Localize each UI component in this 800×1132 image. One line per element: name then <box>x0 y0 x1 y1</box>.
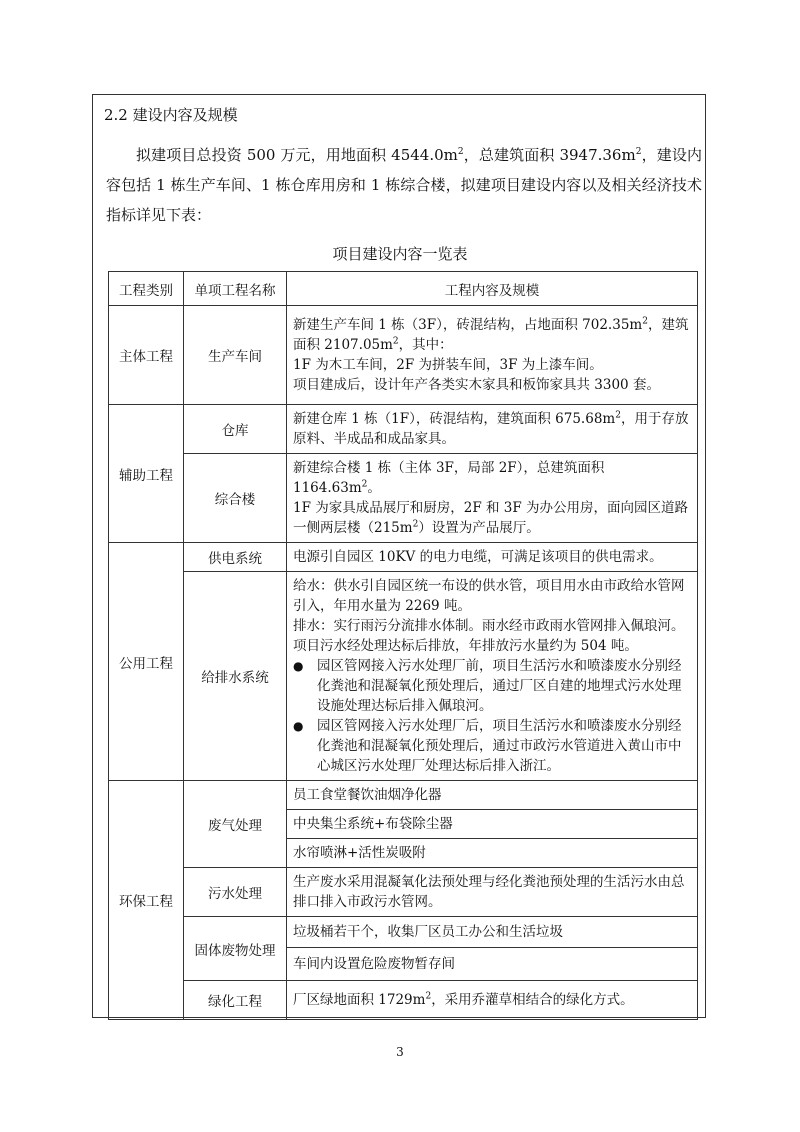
table-row <box>109 306 698 405</box>
content-cell: 垃圾桶若干个，收集厂区员工办公和生活垃圾 <box>287 917 698 948</box>
item-cell: 污水处理 <box>184 868 287 917</box>
bullet-icon: ● <box>293 719 304 733</box>
table-row <box>109 572 698 781</box>
section-heading: 2.2 建设内容及规模 <box>104 106 238 124</box>
intro-paragraph: 拟建项目总投资 500 万元，用地面积 $4544.0m^2$，总建筑面积 $3947.36m^2$，建设内容包括 1 栋生产车间、1 栋仓库用房和 1 栋综合楼，拟建项目建设内容以及相关经济技术指标详见下表： <box>106 146 702 224</box>
item-cell: 仓库 <box>184 405 287 454</box>
content-cell: 电源引自园区 10KV 的电力电缆，可满足该项目的供电需求。 <box>287 543 698 572</box>
content-cell: 生产废水采用混凝氧化法预处理与经化粪池预处理的生活污水由总排口排入市政污水管网。 <box>287 868 698 917</box>
item-cell: 绿化工程 <box>184 981 287 1020</box>
category-cell: 环保工程 <box>109 781 184 1020</box>
item-cell: 固体废物处理 <box>184 917 287 981</box>
table-title: 项目建设内容一览表 <box>332 245 468 263</box>
content-cell: 给水：供水引自园区统一布设的供水管，项目用水由市政给水管网引入，年用水量为 2269 吨。 排水：实行雨污分流排水体制。雨水经市政雨水管网排入佩琅河。项目污水经处理达标后排放，年排放污水量约为 504 吨。 ● 园区管网接入污水处理厂前，项目生活污水和喷漆废水分别经化粪池和混凝氧化预处理后，通过厂区自建的地埋式污水处理设施处理达标后排入佩琅河。 ● 园区管网接入污水处理厂后，项目生活污水和喷漆废水分别经化粪池和混凝氧化预处理后，通过市政污水管道进入黄山市中心城区污水处理厂处理达标后排入浙江。 <box>287 572 698 781</box>
item-cell: 生产车间 <box>184 306 287 405</box>
header-content: 工程内容及规模 <box>287 272 698 306</box>
list-item: ● 园区管网接入污水处理厂前，项目生活污水和喷漆废水分别经化粪池和混凝氧化预处理后，通过厂区自建的地埋式污水处理设施处理达标后排入佩琅河。 <box>293 658 682 714</box>
bullet-icon: ● <box>293 659 304 673</box>
list-item: ● 园区管网接入污水处理厂后，项目生活污水和喷漆废水分别经化粪池和混凝氧化预处理后，通过市政污水管道进入黄山市中心城区污水处理厂处理达标后排入浙江。 <box>293 718 682 774</box>
table-row <box>109 781 698 810</box>
header-category: 工程类别 <box>109 272 184 306</box>
item-cell: 废气处理 <box>184 781 287 868</box>
construction-table <box>108 271 698 1020</box>
item-cell: 给排水系统 <box>184 572 287 781</box>
table-row <box>109 454 698 543</box>
content-cell: 员工食堂餐饮油烟净化器 <box>287 781 698 810</box>
category-cell: 主体工程 <box>109 306 184 405</box>
content-cell: 新建生产车间 1 栋（3F），砖混结构，占地面积 $702.35m^2$，建筑面积 $2107.05m^2$，其中： 1F 为木工车间，2F 为拼装车间，3F 为上漆车间。 项目建成后，设计年产各类实木家具和板饰家具共 3300 套。 <box>287 306 698 405</box>
content-cell: 水帘喷淋+活性炭吸附 <box>287 839 698 868</box>
table-row <box>109 917 698 948</box>
content-cell: 新建仓库 1 栋（1F），砖混结构，建筑面积 $675.68m^2$，用于存放原料、半成品和成品家具。 <box>287 405 698 454</box>
header-item: 单项工程名称 <box>184 272 287 306</box>
page-number: 3 <box>396 1045 404 1059</box>
content-cell: 新建综合楼 1 栋（主体 3F，局部 2F），总建筑面积 $1164.63m^2$。 1F 为家具成品展厅和厨房，2F 和 3F 为办公用房，面向园区道路一侧两层楼$(215m^2)$设置为产品展厅。 <box>287 454 698 543</box>
content-cell: 中央集尘系统+布袋除尘器 <box>287 810 698 839</box>
item-cell: 综合楼 <box>184 454 287 543</box>
category-cell: 公用工程 <box>109 543 184 781</box>
table-row <box>109 981 698 1020</box>
table-row <box>109 405 698 454</box>
table-header-row <box>109 272 698 306</box>
table-row <box>109 868 698 917</box>
content-cell: 厂区绿地面积 $1729m^2$，采用乔灌草相结合的绿化方式。 <box>287 981 698 1020</box>
content-cell: 车间内设置危险废物暂存间 <box>287 948 698 981</box>
category-cell: 辅助工程 <box>109 405 184 543</box>
table-row <box>109 543 698 572</box>
item-cell: 供电系统 <box>184 543 287 572</box>
